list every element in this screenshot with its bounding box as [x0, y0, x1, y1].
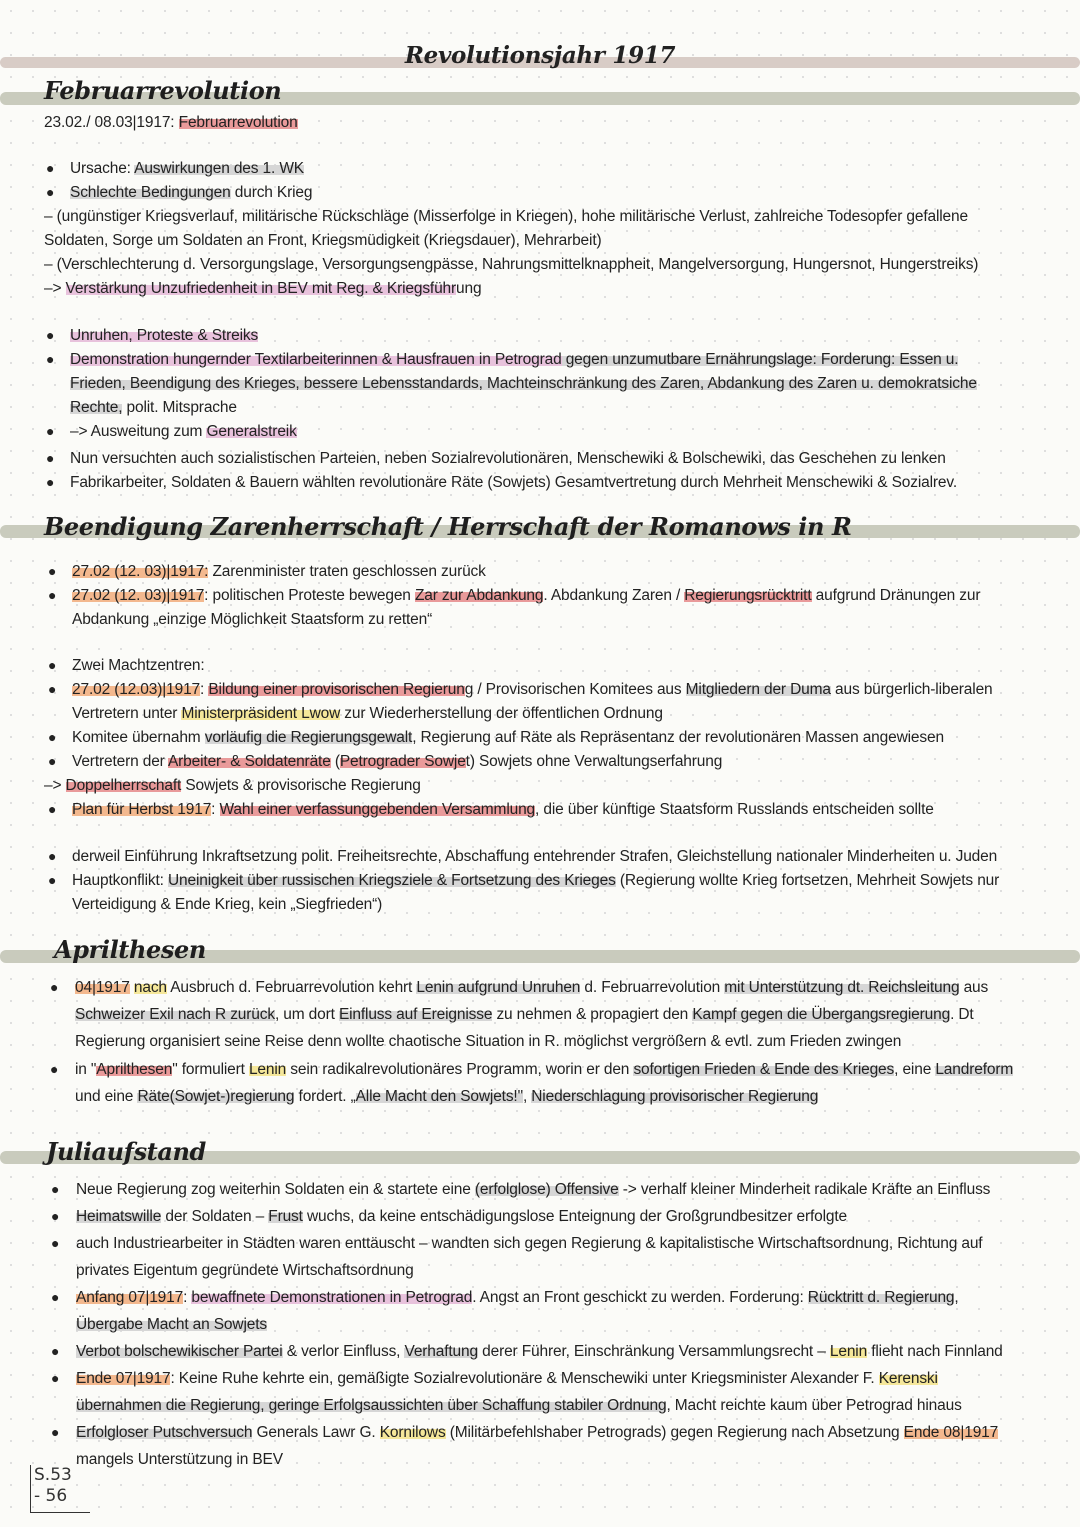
- juli-b7: Erfolgloser Putschversuch Generals Lawr G. Kornilows (Militärbefehlshaber Petrograds) gegen Regierung nach Absetzung Ende 08|1917: [76, 1424, 999, 1441]
- bullet-dot: ●: [48, 681, 57, 697]
- juli-b1: Neue Regierung zog weiterhin Soldaten ein & startete eine (erfolglose) Offensive -> verhalf kleiner Minderheit radikale Kräfte an Einfluss: [76, 1181, 991, 1198]
- februar-l5: Soldaten, Sorge um Soldaten an Front, Kriegsmüdigkeit (Kriegsdauer), Mehrarbeit): [44, 232, 602, 249]
- juli-b4-cont: Übergabe Macht an Sowjets: [76, 1316, 267, 1333]
- zaren-b10: Hauptkonflikt: Uneinigkeit über russischen Kriegsziele & Fortsetzung des Krieges (Regierung wollte Krieg fortsetzen, Mehrheit Sowjets nur: [72, 872, 1000, 889]
- zaren-b5: Komitee übernahm vorläufig die Regierungsgewalt, Regierung auf Räte als Repräsentanz der revolutionären Massen angewiesen: [72, 729, 944, 746]
- page-ref-line2: - 56: [34, 1486, 68, 1506]
- page-reference: [30, 1465, 90, 1513]
- bullet-dot: ●: [48, 872, 57, 888]
- bullet-dot: ●: [48, 848, 57, 864]
- zaren-b8: Plan für Herbst 1917: Wahl einer verfassunggebenden Versammlung, die über künftige Staatsform Russlands entscheiden sollte: [72, 801, 934, 818]
- februar-b5: –> Ausweitung zum Generalstreik: [70, 423, 297, 440]
- bullet-dot: ●: [51, 1343, 60, 1359]
- bullet-dot: ●: [46, 160, 55, 176]
- bullet-dot: ●: [50, 1061, 59, 1077]
- bullet-dot: ●: [48, 563, 57, 579]
- februar-b3: Unruhen, Proteste & Streiks: [70, 327, 259, 344]
- bullet-dot: ●: [46, 184, 55, 200]
- bullet-dot: ●: [51, 1370, 60, 1386]
- bullet-dot: ●: [51, 1289, 60, 1305]
- april-b2-cont: und eine Räte(Sowjet-)regierung fordert. „Alle Macht den Sowjets!", Niederschlagung provisorischer Regierung: [75, 1088, 819, 1105]
- februar-b4: Demonstration hungernder Textilarbeiterinnen & Hausfrauen in Petrograd gegen unzumutbare Ernährungslage: Forderung: Essen u.: [70, 351, 959, 368]
- juli-b3-cont: privates Eigentum gegründete Wirtschaftsordnung: [76, 1262, 414, 1279]
- februar-date-line: 23.02./ 08.03|1917: Februarrevolution: [44, 114, 298, 131]
- bullet-dot: ●: [48, 753, 57, 769]
- heading-aprilthesen: Aprilthesen: [54, 935, 206, 964]
- zaren-b2: 27.02 (12. 03)|1917: politischen Proteste bewegen Zar zur Abdankung. Abdankung Zaren / Regierungsrücktritt aufgrund Dränungen zur: [72, 587, 981, 604]
- februar-b4-cont2: Rechte, polit. Mitsprache: [70, 399, 237, 416]
- zaren-b9: derweil Einführung Inkraftsetzung polit. Freiheitsrechte, Abschaffung entehrender Strafen, Gleichstellung nationaler Minderheiten u. Juden: [72, 848, 998, 865]
- juli-b6-cont: übernahmen die Regierung, geringe Erfolgsaussichten über Schaffung stabiler Ordnung, Macht reichte kaum über Petrograd hinaus: [76, 1397, 962, 1414]
- februar-b4-cont: Frieden, Beendigung des Krieges, bessere Lebensstandards, Machteinschränkung des Zaren, Abdankung des Zaren u. demokratsiche: [70, 375, 977, 392]
- bullet-dot: ●: [51, 1208, 60, 1224]
- februar-l6: – (Verschlechterung d. Versorgungslage, Versorgungsengpässe, Nahrungsmittelknappheit, Mangelversorgung, Hungersnot, Hungerstreiks): [44, 256, 979, 273]
- bullet-dot: ●: [46, 327, 55, 343]
- bullet-dot: ●: [48, 657, 57, 673]
- februar-b2: Schlechte Bedingungen durch Krieg: [70, 184, 313, 201]
- zaren-b10-cont: Verteidigung & Ende Krieg, kein „Siegfrieden“): [72, 896, 383, 913]
- bullet-dot: ●: [50, 979, 59, 995]
- bullet-dot: ●: [46, 450, 55, 466]
- zaren-b4-cont: Vertretern unter Ministerpräsident Lwow zur Wiederherstellung der öffentlichen Ordnung: [72, 705, 663, 722]
- februar-l7: –> Verstärkung Unzufriedenheit in BEV mit Reg. & Kriegsführung: [44, 280, 482, 297]
- heading-februarrevolution: Februarrevolution: [44, 76, 282, 105]
- juli-b5: Verbot bolschewikischer Partei & verlor Einfluss, Verhaftung derer Führer, Einschränkung Versammlungsrecht – Lenin flieht nach Finnland: [76, 1343, 1003, 1360]
- juli-b7-cont: mangels Unterstützung in BEV: [76, 1451, 283, 1468]
- februar-b6: Nun versuchten auch sozialistischen Parteien, neben Sozialrevolutionären, Menschewiki & Bolschewiki, das Geschehen zu lenken: [70, 450, 946, 467]
- heading-juliaufstand: Juliaufstand: [46, 1137, 206, 1166]
- april-b2: in "Aprilthesen" formuliert Lenin sein radikalrevolutionäres Programm, worin er den sofortigen Frieden & Ende des Krieges, eine Landreform: [75, 1061, 1014, 1078]
- bullet-dot: ●: [46, 474, 55, 490]
- februar-b1: Ursache: Auswirkungen des 1. WK: [70, 160, 304, 177]
- april-b1-cont2: Regierung organisiert seine Reise denn wollte chaotische Situation in R. möglichst vergrößern & evtl. zum Frieden zwingen: [75, 1033, 902, 1050]
- april-b1-cont: Schweizer Exil nach R zurück, um dort Einfluss auf Ereignisse zu nehmen & propagiert den Kampf gegen die Übergangsregierung. Dt: [75, 1006, 974, 1023]
- juli-b3: auch Industriearbeiter in Städten waren enttäuscht – wandten sich gegen Regierung & kapitalistische Wirtschaftsordnung, Richtung auf: [76, 1235, 983, 1252]
- zaren-b1: 27.02 (12. 03)|1917: Zarenminister traten geschlossen zurück: [72, 563, 486, 580]
- bullet-dot: ●: [48, 587, 57, 603]
- bullet-dot: ●: [51, 1181, 60, 1197]
- zaren-l7: –> Doppelherrschaft Sowjets & provisorische Regierung: [44, 777, 421, 794]
- page-ref-line1: S.53: [34, 1465, 72, 1485]
- bullet-dot: ●: [51, 1424, 60, 1440]
- bullet-dot: ●: [51, 1235, 60, 1251]
- zaren-b3: Zwei Machtzentren:: [72, 657, 205, 674]
- heading-zarenherrschaft: Beendigung Zarenherrschaft / Herrschaft der Romanows in R: [44, 512, 852, 541]
- april-b1: 04|1917 nach Ausbruch d. Februarrevolution kehrt Lenin aufgrund Unruhen d. Februarrevolution mit Unterstützung dt. Reichsleitung aus: [75, 979, 989, 996]
- juli-b4: Anfang 07|1917: bewaffnete Demonstrationen in Petrograd. Angst an Front geschickt zu werden. Forderung: Rücktritt d. Regierung,: [76, 1289, 959, 1306]
- februar-b7: Fabrikarbeiter, Soldaten & Bauern wählten revolutionäre Räte (Sowjets) Gesamtvertretung durch Mehrheit Menschewiki & Sozialrev.: [70, 474, 957, 491]
- zaren-b2-cont: Abdankung „einzige Möglichkeit Staatsform zu retten“: [72, 611, 433, 628]
- zaren-b4: 27.02 (12.03)|1917: Bildung einer provisorischen Regierung / Provisorischen Komitees aus Mitgliedern der Duma aus bürgerlich-liberalen: [72, 681, 993, 698]
- bullet-dot: ●: [48, 729, 57, 745]
- juli-b6: Ende 07|1917: Keine Ruhe kehrte ein, gemäßigte Sozialrevolutionäre & Menschewiki unter Kriegsminister Alexander F. Kerenski: [76, 1370, 938, 1387]
- zaren-b6: Vertretern der Arbeiter- & Soldatenräte (Petrograder Sowjet) Sowjets ohne Verwaltungserfahrung: [72, 753, 723, 770]
- juli-b2: Heimatswille der Soldaten – Frust wuchs, da keine entschädigungslose Enteignung der Großgrundbesitzer erfolgte: [76, 1208, 848, 1225]
- februar-l4: – (ungünstiger Kriegsverlauf, militärische Rückschläge (Misserfolge in Kriegen), hohe militärische Verlust, zahlreiche Todesopfer gefallene: [44, 208, 968, 225]
- page-title: Revolutionsjahr 1917: [404, 42, 676, 69]
- bullet-dot: ●: [46, 351, 55, 367]
- bullet-dot: ●: [46, 423, 55, 439]
- bullet-dot: ●: [48, 801, 57, 817]
